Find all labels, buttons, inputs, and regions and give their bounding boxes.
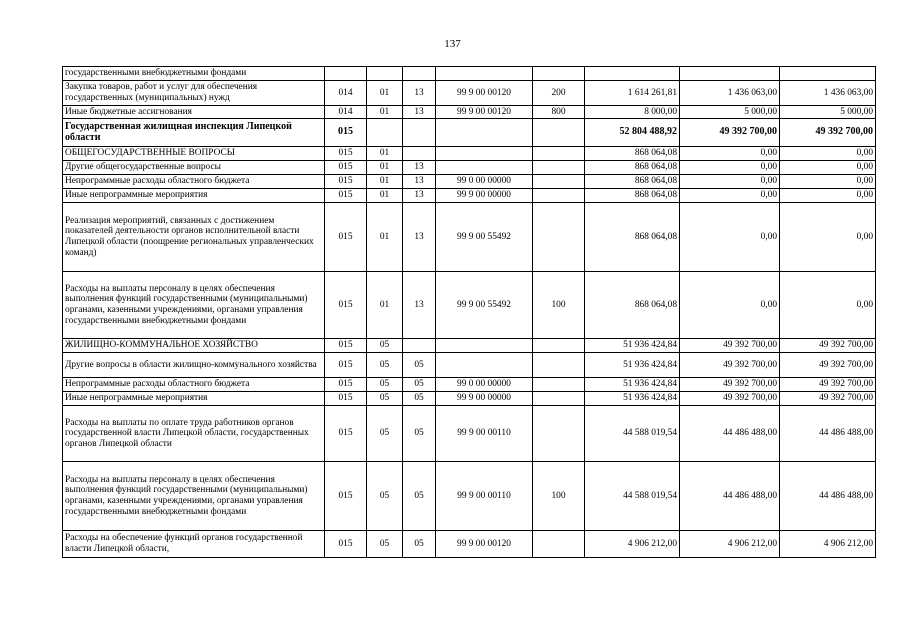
cell-name: ЖИЛИЩНО-КОММУНАЛЬНОЕ ХОЗЯЙСТВО (63, 339, 325, 353)
table-row (63, 175, 876, 189)
cell-amount-2: 0,00 (680, 203, 780, 272)
cell-ved: 015 (325, 175, 367, 189)
cell-amount-3: 49 392 700,00 (780, 392, 876, 406)
cell-ved: 015 (325, 531, 367, 558)
cell-amount-2: 49 392 700,00 (680, 339, 780, 353)
cell-amount-3: 1 436 063,00 (780, 81, 876, 106)
cell-name: Реализация мероприятий, связанных с достижением показателей деятельности органов исполнительной власти Липецкой области (поощрение региональных управленческих команд) (63, 203, 325, 272)
cell-expense-type (533, 175, 585, 189)
cell-section: 05 (367, 392, 403, 406)
cell-amount-1: 868 064,08 (585, 161, 680, 175)
cell-expense-type (533, 339, 585, 353)
cell-amount-3 (780, 67, 876, 81)
table-row (63, 81, 876, 106)
cell-name: Непрограммные расходы областного бюджета (63, 175, 325, 189)
cell-ved: 015 (325, 161, 367, 175)
cell-name: Непрограммные расходы областного бюджета (63, 378, 325, 392)
cell-expense-type (533, 189, 585, 203)
cell-amount-2: 0,00 (680, 147, 780, 161)
cell-ved: 014 (325, 81, 367, 106)
table-row (63, 406, 876, 462)
cell-target-article (436, 119, 533, 147)
cell-target-article: 99 9 00 55492 (436, 272, 533, 339)
cell-expense-type (533, 161, 585, 175)
cell-amount-3: 44 486 488,00 (780, 462, 876, 531)
cell-target-article (436, 353, 533, 378)
cell-subsection (403, 339, 436, 353)
cell-name: Другие вопросы в области жилищно-коммунального хозяйства (63, 353, 325, 378)
cell-amount-2: 44 486 488,00 (680, 462, 780, 531)
cell-amount-3: 4 906 212,00 (780, 531, 876, 558)
cell-section: 05 (367, 462, 403, 531)
cell-amount-3: 0,00 (780, 161, 876, 175)
cell-amount-1: 51 936 424,84 (585, 353, 680, 378)
table-body (63, 67, 876, 558)
cell-amount-1: 868 064,08 (585, 175, 680, 189)
cell-amount-2: 49 392 700,00 (680, 119, 780, 147)
cell-amount-1: 1 614 261,81 (585, 81, 680, 106)
cell-subsection: 13 (403, 203, 436, 272)
cell-subsection: 13 (403, 189, 436, 203)
table-row (63, 189, 876, 203)
cell-subsection (403, 147, 436, 161)
cell-ved: 015 (325, 272, 367, 339)
cell-target-article: 99 9 00 00110 (436, 406, 533, 462)
cell-amount-1: 52 804 488,92 (585, 119, 680, 147)
cell-section (367, 119, 403, 147)
cell-amount-1: 44 588 019,54 (585, 406, 680, 462)
cell-ved: 015 (325, 189, 367, 203)
cell-section: 01 (367, 147, 403, 161)
cell-section: 01 (367, 189, 403, 203)
cell-expense-type (533, 203, 585, 272)
cell-subsection: 05 (403, 406, 436, 462)
cell-target-article (436, 161, 533, 175)
cell-amount-2: 0,00 (680, 175, 780, 189)
cell-name: Другие общегосударственные вопросы (63, 161, 325, 175)
cell-amount-1: 8 000,00 (585, 106, 680, 119)
cell-ved: 015 (325, 119, 367, 147)
cell-expense-type (533, 531, 585, 558)
cell-name: государственными внебюджетными фондами (63, 67, 325, 81)
cell-expense-type (533, 406, 585, 462)
cell-amount-1: 4 906 212,00 (585, 531, 680, 558)
table-row (63, 339, 876, 353)
cell-subsection: 05 (403, 531, 436, 558)
table-row (63, 392, 876, 406)
cell-amount-2: 44 486 488,00 (680, 406, 780, 462)
cell-amount-1 (585, 67, 680, 81)
cell-amount-2: 5 000,00 (680, 106, 780, 119)
cell-target-article (436, 67, 533, 81)
cell-amount-3: 5 000,00 (780, 106, 876, 119)
cell-amount-2: 4 906 212,00 (680, 531, 780, 558)
cell-amount-3: 0,00 (780, 175, 876, 189)
cell-target-article (436, 339, 533, 353)
cell-expense-type (533, 353, 585, 378)
cell-subsection (403, 119, 436, 147)
cell-amount-1: 868 064,08 (585, 147, 680, 161)
cell-amount-3: 49 392 700,00 (780, 339, 876, 353)
cell-amount-3: 49 392 700,00 (780, 353, 876, 378)
cell-amount-2: 1 436 063,00 (680, 81, 780, 106)
cell-target-article: 99 0 00 00000 (436, 175, 533, 189)
cell-subsection: 13 (403, 175, 436, 189)
cell-subsection: 05 (403, 378, 436, 392)
cell-ved: 015 (325, 339, 367, 353)
cell-target-article: 99 9 00 00120 (436, 81, 533, 106)
cell-amount-1: 51 936 424,84 (585, 339, 680, 353)
cell-amount-1: 51 936 424,84 (585, 392, 680, 406)
cell-expense-type: 100 (533, 272, 585, 339)
cell-amount-3: 0,00 (780, 147, 876, 161)
cell-target-article (436, 147, 533, 161)
cell-ved: 015 (325, 353, 367, 378)
cell-expense-type (533, 119, 585, 147)
cell-ved: 015 (325, 147, 367, 161)
cell-amount-1: 868 064,08 (585, 203, 680, 272)
cell-subsection: 13 (403, 106, 436, 119)
table-row (63, 106, 876, 119)
cell-expense-type (533, 67, 585, 81)
cell-ved (325, 67, 367, 81)
cell-amount-2: 0,00 (680, 272, 780, 339)
cell-subsection: 05 (403, 392, 436, 406)
cell-name: Иные непрограммные мероприятия (63, 189, 325, 203)
cell-amount-2: 49 392 700,00 (680, 353, 780, 378)
table-row (63, 462, 876, 531)
cell-subsection: 13 (403, 81, 436, 106)
cell-ved: 015 (325, 203, 367, 272)
cell-subsection (403, 67, 436, 81)
cell-target-article: 99 9 00 55492 (436, 203, 533, 272)
cell-expense-type: 200 (533, 81, 585, 106)
cell-target-article: 99 9 00 00000 (436, 189, 533, 203)
cell-amount-3: 0,00 (780, 189, 876, 203)
cell-subsection: 05 (403, 462, 436, 531)
cell-name: Расходы на выплаты по оплате труда работников органов государственной власти Липецкой области, государственных органов Липецкой области (63, 406, 325, 462)
cell-section (367, 67, 403, 81)
cell-amount-2: 49 392 700,00 (680, 378, 780, 392)
cell-amount-3: 49 392 700,00 (780, 119, 876, 147)
table-row (63, 203, 876, 272)
cell-amount-3: 49 392 700,00 (780, 378, 876, 392)
table-row (63, 161, 876, 175)
cell-subsection: 13 (403, 272, 436, 339)
cell-target-article: 99 9 00 00120 (436, 531, 533, 558)
cell-ved: 015 (325, 406, 367, 462)
cell-target-article: 99 0 00 00000 (436, 378, 533, 392)
budget-table (62, 66, 876, 558)
cell-amount-3: 0,00 (780, 203, 876, 272)
cell-amount-2: 0,00 (680, 161, 780, 175)
cell-name: Закупка товаров, работ и услуг для обеспечения государственных (муниципальных) нужд (63, 81, 325, 106)
cell-amount-2: 49 392 700,00 (680, 392, 780, 406)
cell-section: 01 (367, 175, 403, 189)
cell-section: 05 (367, 339, 403, 353)
cell-subsection: 05 (403, 353, 436, 378)
cell-section: 05 (367, 406, 403, 462)
cell-section: 01 (367, 272, 403, 339)
cell-ved: 014 (325, 106, 367, 119)
cell-amount-2: 0,00 (680, 189, 780, 203)
cell-name: Расходы на обеспечение функций органов государственной власти Липецкой области, (63, 531, 325, 558)
table-row (63, 378, 876, 392)
table-row (63, 272, 876, 339)
cell-expense-type (533, 378, 585, 392)
cell-amount-3: 44 486 488,00 (780, 406, 876, 462)
cell-amount-1: 44 588 019,54 (585, 462, 680, 531)
cell-name: Расходы на выплаты персоналу в целях обеспечения выполнения функций государственными (муниципальными) органами, казенными учреждениями, органами управления государственными внебюджетными фондами (63, 272, 325, 339)
cell-section: 05 (367, 531, 403, 558)
cell-section: 01 (367, 203, 403, 272)
cell-expense-type (533, 392, 585, 406)
cell-amount-2 (680, 67, 780, 81)
cell-section: 01 (367, 81, 403, 106)
cell-name: ОБЩЕГОСУДАРСТВЕННЫЕ ВОПРОСЫ (63, 147, 325, 161)
cell-name: Иные бюджетные ассигнования (63, 106, 325, 119)
cell-name: Иные непрограммные мероприятия (63, 392, 325, 406)
table-row (63, 119, 876, 147)
cell-expense-type: 100 (533, 462, 585, 531)
table-row (63, 67, 876, 81)
cell-amount-1: 868 064,08 (585, 189, 680, 203)
cell-expense-type: 800 (533, 106, 585, 119)
table-row (63, 147, 876, 161)
cell-section: 01 (367, 106, 403, 119)
cell-name: Расходы на выплаты персоналу в целях обеспечения выполнения функций государственными (муниципальными) органами, казенными учреждениями, органами управления государственными внебюджетными фондами (63, 462, 325, 531)
cell-ved: 015 (325, 378, 367, 392)
cell-ved: 015 (325, 462, 367, 531)
table-row (63, 531, 876, 558)
cell-expense-type (533, 147, 585, 161)
cell-section: 05 (367, 378, 403, 392)
cell-amount-1: 51 936 424,84 (585, 378, 680, 392)
cell-amount-1: 868 064,08 (585, 272, 680, 339)
cell-target-article: 99 9 00 00110 (436, 462, 533, 531)
cell-amount-3: 0,00 (780, 272, 876, 339)
page-number: 137 (444, 38, 461, 50)
cell-ved: 015 (325, 392, 367, 406)
cell-section: 05 (367, 353, 403, 378)
table-row (63, 353, 876, 378)
cell-subsection: 13 (403, 161, 436, 175)
cell-section: 01 (367, 161, 403, 175)
cell-name: Государственная жилищная инспекция Липецкой области (63, 119, 325, 147)
cell-target-article: 99 9 00 00000 (436, 392, 533, 406)
cell-target-article: 99 9 00 00120 (436, 106, 533, 119)
